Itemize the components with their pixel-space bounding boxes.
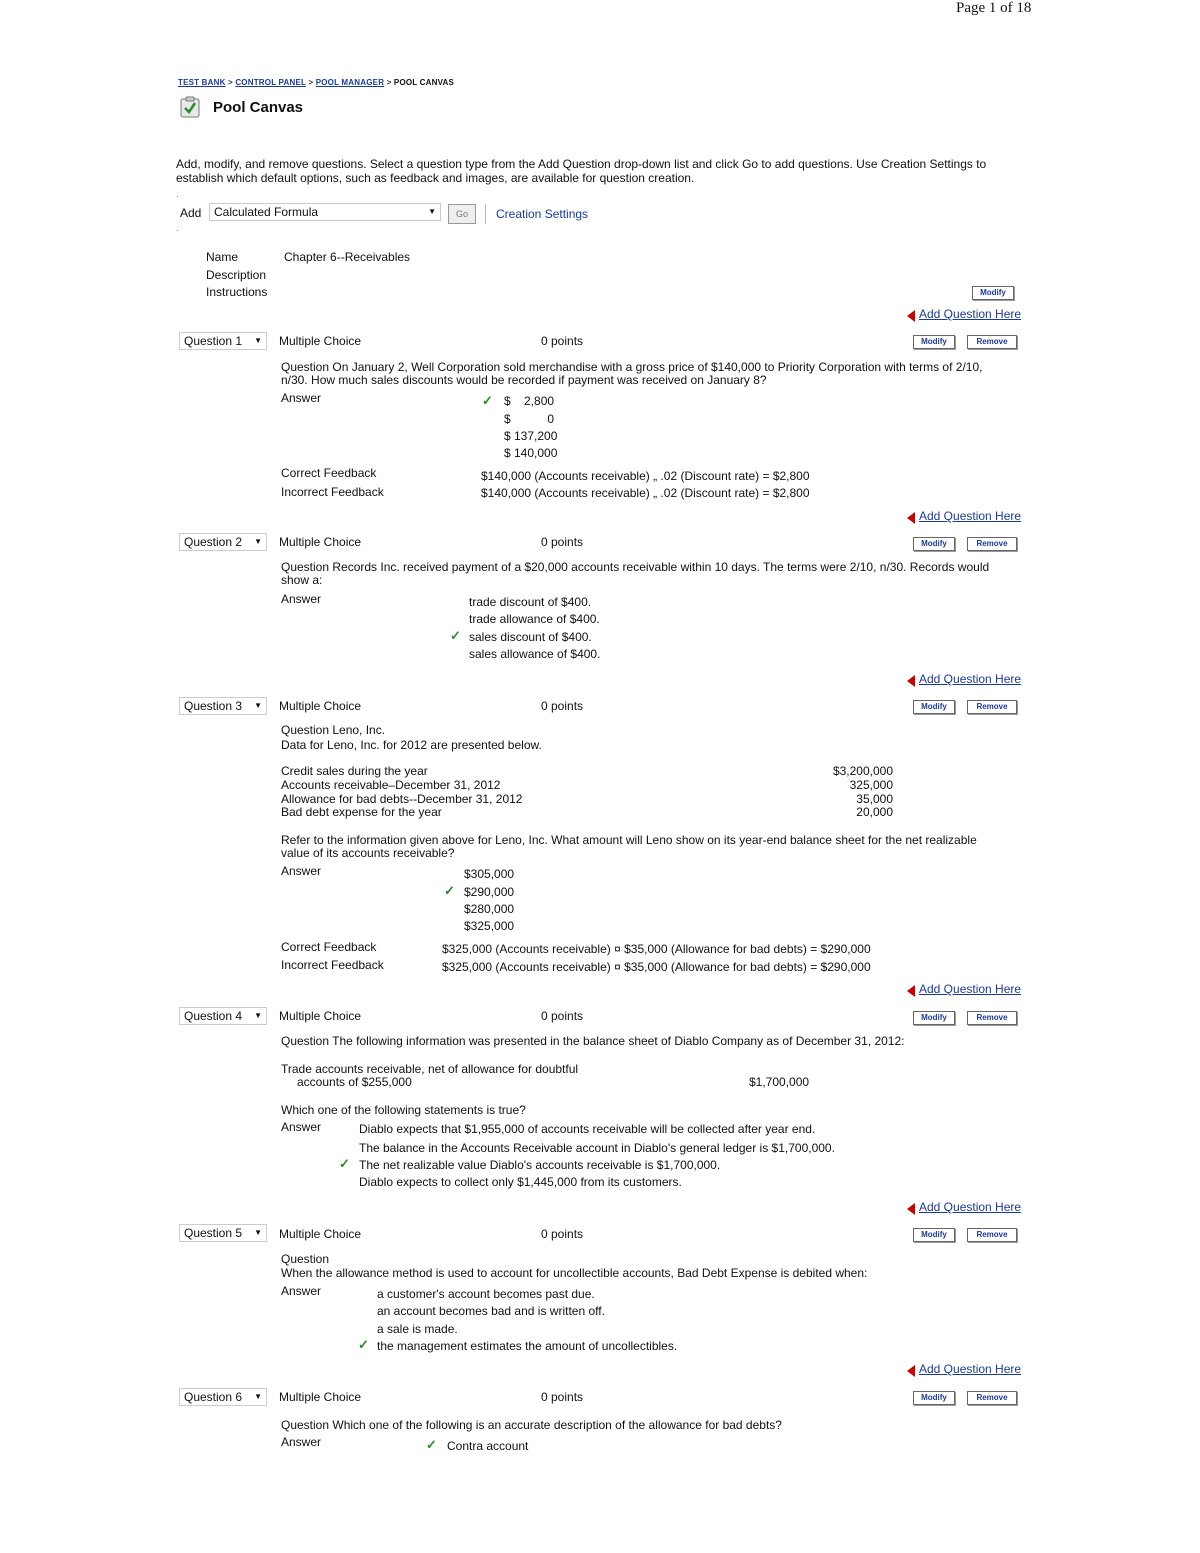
answer-label: Answer [281,1284,322,1298]
answer-label: Answer [281,1435,322,1449]
add-question-here-link[interactable]: Add Question Here [919,672,1022,686]
answer-option: sales discount of $400. [469,630,592,644]
question-2-selector[interactable] [179,533,267,551]
answer-option: $ 137,200 [504,429,558,443]
question-points: 0 points [541,334,584,348]
breadcrumb-link-pool-manager[interactable]: POOL MANAGER [315,78,385,87]
question-selector-label: Question 1 [184,334,243,348]
correct-feedback-label: Correct Feedback [281,940,377,954]
creation-settings-link[interactable]: Creation Settings [496,207,589,221]
modify-pool-button[interactable]: Modify [972,286,1014,300]
question-text: Question [281,1252,330,1266]
toolbar-divider [485,204,486,224]
question-3-selector[interactable] [179,697,267,715]
answer-option: trade allowance of $400. [469,612,600,626]
answer-option: $ 0 [504,412,555,426]
intro-text: Add, modify, and remove questions. Select a question type from the Add Question drop-down list and click Go to add questions. Use Creation Settings to establish which default options, such as feedback and images, are available for question creation. [176,157,987,185]
add-arrow-icon [907,512,915,524]
data-row-value: 325,000 [849,778,893,792]
question-6-selector[interactable] [179,1388,267,1406]
question-1-selector[interactable] [179,332,267,350]
correct-feedback: $325,000 (Accounts receivable) ¤ $35,000 (Allowance for bad debts) = $290,000 [442,942,871,956]
incorrect-feedback-label: Incorrect Feedback [281,485,384,499]
question-type: Multiple Choice [279,535,362,549]
remove-question-button[interactable]: Remove [967,1011,1017,1025]
question-type: Multiple Choice [279,1390,362,1404]
page-number: Page 1 of 18 [956,0,1032,16]
modify-question-button[interactable]: Modify [913,1011,955,1025]
question-points: 0 points [541,1009,584,1023]
answer-option: $325,000 [464,919,515,933]
question-selector-label: Question 2 [184,535,243,549]
question-type: Multiple Choice [279,334,362,348]
answer-option: an account becomes bad and is written off. [377,1304,605,1318]
question-selector-label: Question 4 [184,1009,243,1023]
pool-name: Chapter 6--Receivables [284,250,411,264]
correct-check-icon: ✓ [426,1437,437,1452]
answer-option: $280,000 [464,902,515,916]
add-question-here-link[interactable]: Add Question Here [919,1362,1022,1376]
page-title: Pool Canvas [213,99,304,116]
question-selector-label: Question 5 [184,1226,243,1240]
add-question-here-link[interactable]: Add Question Here [919,982,1022,996]
question-type-value: Calculated Formula [214,205,319,219]
data-row-label: Trade accounts receivable, net of allowance for doubtful [281,1062,579,1076]
chevron-down-icon: ▼ [254,336,262,345]
chevron-down-icon: ▼ [254,1392,262,1401]
answer-option: $290,000 [464,885,515,899]
chevron-down-icon: ▼ [254,537,262,546]
remove-question-button[interactable]: Remove [967,335,1017,349]
incorrect-feedback-label: Incorrect Feedback [281,958,384,972]
add-arrow-icon [907,1365,915,1377]
modify-question-button[interactable]: Modify [913,537,955,551]
question-type: Multiple Choice [279,699,362,713]
remove-question-button[interactable]: Remove [967,1228,1017,1242]
answer-option: sales allowance of $400. [469,647,601,661]
breadcrumb-separator: > [228,78,233,87]
chevron-down-icon: ▼ [254,1228,262,1237]
remove-question-button[interactable]: Remove [967,537,1017,551]
question-type: Multiple Choice [279,1009,362,1023]
question-text: Question Records Inc. received payment of a $20,000 accounts receivable within 10 days. The terms were 2/10, n/30. Records would show a: [281,560,990,587]
data-row-label: accounts of $255,000 [297,1075,412,1089]
correct-check-icon: ✓ [450,628,461,643]
remove-question-button[interactable]: Remove [967,700,1017,714]
answer-option: $ 140,000 [504,446,558,460]
divider-dot: · [176,192,179,201]
answer-label: Answer [281,1120,322,1134]
modify-question-button[interactable]: Modify [913,335,955,349]
name-label: Name [206,250,239,264]
correct-check-icon: ✓ [339,1156,350,1171]
divider-dot: · [176,226,179,235]
add-question-here-link[interactable]: Add Question Here [919,1200,1022,1214]
question-text: When the allowance method is used to account for uncollectible accounts, Bad Debt Expense is debited when: [281,1266,868,1280]
instructions-label: Instructions [206,285,268,299]
answer-option: The balance in the Accounts Receivable account in Diablo's general ledger is $1,700,000. [359,1141,835,1155]
incorrect-feedback: $140,000 (Accounts receivable) „ .02 (Discount rate) = $2,800 [481,486,810,500]
add-arrow-icon [907,675,915,687]
add-arrow-icon [907,985,915,997]
correct-check-icon: ✓ [482,393,493,408]
answer-option: a customer's account becomes past due. [377,1287,595,1301]
breadcrumb-current: POOL CANVAS [393,78,455,87]
chevron-down-icon: ▼ [428,207,436,216]
clipboard-icon [180,96,200,118]
answer-option: trade discount of $400. [469,595,592,609]
breadcrumb-separator: > [308,78,314,87]
question-selector-label: Question 6 [184,1390,243,1404]
question-points: 0 points [541,699,584,713]
question-prompt: Refer to the information given above for Leno, Inc. What amount will Leno show on its year-end balance sheet for the net realizable value of its accounts receivable? [281,833,977,860]
answer-option: Diablo expects to collect only $1,445,000 from its customers. [359,1175,682,1189]
data-row-label: Allowance for bad debts--December 31, 2012 [281,792,523,806]
breadcrumb-link-control-panel[interactable]: CONTROL PANEL [235,78,306,87]
incorrect-feedback: $325,000 (Accounts receivable) ¤ $35,000 (Allowance for bad debts) = $290,000 [442,960,871,974]
chevron-down-icon: ▼ [254,701,262,710]
data-row-label: Accounts receivable–December 31, 2012 [281,778,501,792]
data-row-label: Credit sales during the year [281,764,428,778]
answer-label: Answer [281,592,322,606]
breadcrumb-link-test-bank[interactable]: TEST BANK [178,78,226,87]
modify-question-button[interactable]: Modify [913,1228,955,1242]
correct-feedback-label: Correct Feedback [281,466,377,480]
question-prompt: Which one of the following statements is true? [281,1103,526,1117]
data-row-value: 35,000 [856,792,893,806]
answer-option: Contra account [447,1439,529,1453]
question-type-select[interactable] [209,203,441,221]
answer-label: Answer [281,391,322,405]
question-5-selector[interactable] [179,1224,267,1242]
correct-feedback: $140,000 (Accounts receivable) „ .02 (Discount rate) = $2,800 [481,469,810,483]
chevron-down-icon: ▼ [254,1011,262,1020]
data-row-value: $1,700,000 [749,1075,810,1089]
question-text: Question Leno, Inc. [281,723,386,737]
remove-question-button[interactable]: Remove [967,1391,1017,1405]
correct-check-icon: ✓ [358,1337,369,1352]
question-points: 0 points [541,1227,584,1241]
question-text: Question On January 2, Well Corporation sold merchandise with a gross price of $140,000 to Priority Corporation with terms of 2/10, n/30. How much sales discounts would be recorded if payment was received on January 8? [281,360,983,387]
answer-option: the management estimates the amount of uncollectibles. [377,1339,678,1353]
modify-question-button[interactable]: Modify [913,700,955,714]
add-arrow-icon [907,1203,915,1215]
answer-label: Answer [281,864,322,878]
question-4-selector[interactable] [179,1007,267,1025]
answer-option: $305,000 [464,867,515,881]
answer-option: The net realizable value Diablo's accounts receivable is $1,700,000. [359,1158,721,1172]
question-text: Question Which one of the following is an accurate description of the allowance for bad debts? [281,1418,782,1432]
question-selector-label: Question 3 [184,699,243,713]
correct-check-icon: ✓ [444,883,455,898]
answer-option: Diablo expects that $1,955,000 of accounts receivable will be collected after year end. [359,1122,816,1136]
description-label: Description [206,268,267,282]
add-question-here-link[interactable]: Add Question Here [919,509,1022,523]
data-row-label: Bad debt expense for the year [281,805,442,819]
question-points: 0 points [541,1390,584,1404]
breadcrumb [178,78,454,87]
answer-option: $ 2,800 [504,394,555,408]
breadcrumb-separator: > [386,78,392,87]
add-arrow-icon [907,310,915,322]
data-row-value: 20,000 [856,805,893,819]
question-points: 0 points [541,535,584,549]
data-row-value: $3,200,000 [832,764,893,778]
question-text: Question The following information was presented in the balance sheet of Diablo Company as of December 31, 2012: [281,1034,905,1048]
go-button[interactable]: Go [448,204,476,224]
add-question-here-link[interactable]: Add Question Here [919,307,1022,321]
add-label: Add [180,206,202,220]
question-text: Data for Leno, Inc. for 2012 are presented below. [281,738,542,752]
question-type: Multiple Choice [279,1227,362,1241]
answer-option: a sale is made. [377,1322,458,1336]
modify-question-button[interactable]: Modify [913,1391,955,1405]
